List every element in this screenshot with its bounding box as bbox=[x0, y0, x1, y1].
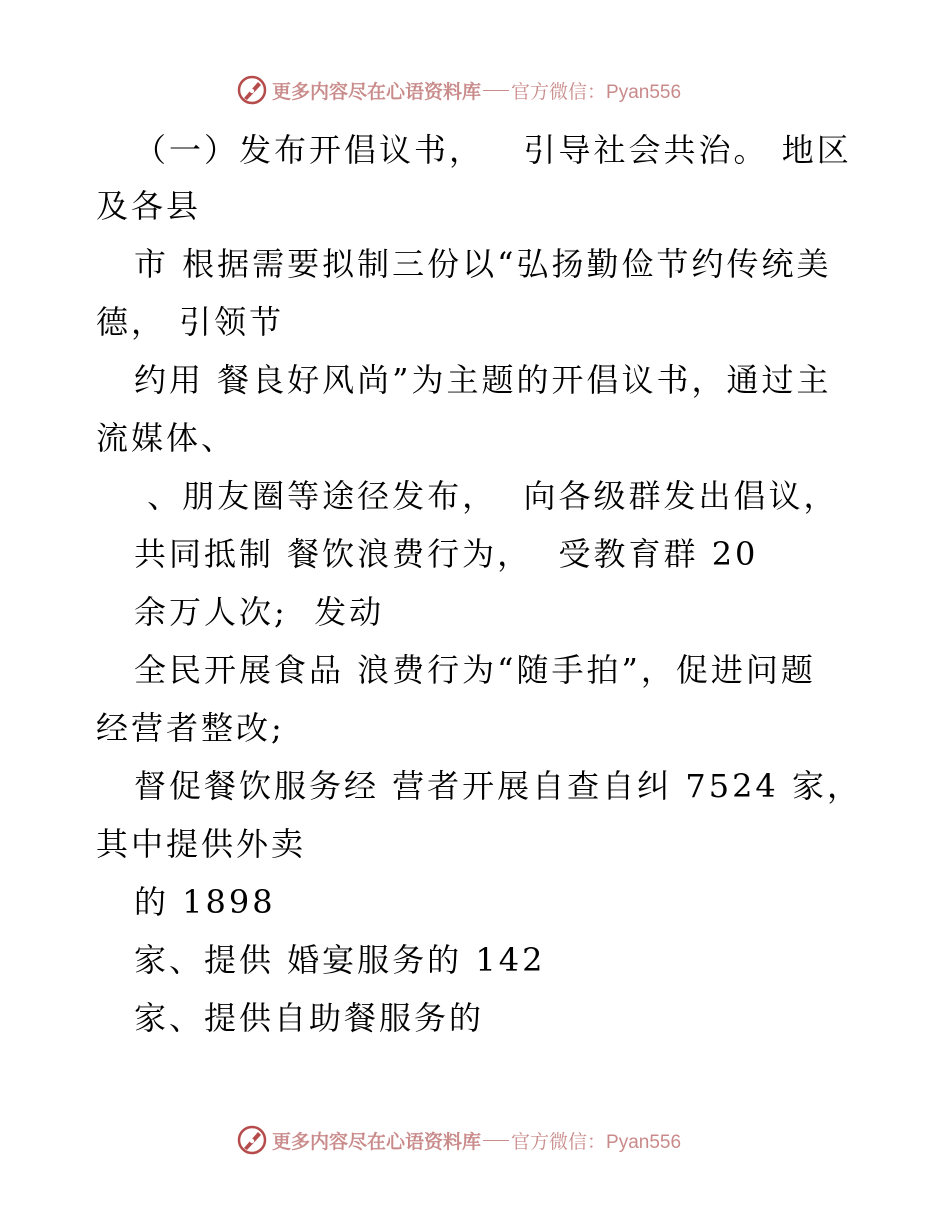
watermark-dash bbox=[483, 1140, 509, 1141]
text-line: 流媒体、 bbox=[96, 419, 237, 457]
text-line: 约用 餐良好风尚”为主题的开倡议书，通过主 bbox=[134, 361, 832, 399]
text-line: 、朋友圈等途径发布， 向各级群发出倡议， bbox=[134, 477, 839, 515]
text-line: 德， 引领节 bbox=[96, 303, 285, 341]
text-line: 余万人次; 发动 bbox=[134, 593, 385, 631]
text-line: （一）发布开倡议书， 引导社会共治。 地区 bbox=[134, 131, 852, 169]
text-line: 督促餐饮服务经 营者开展自查自纠 7524 家， bbox=[134, 767, 862, 805]
watermark-text-cn: 更多内容尽在心语资料库 bbox=[272, 80, 482, 103]
text-line: 市 根据需要拟制三份以“弘扬勤俭节约传统美 bbox=[134, 245, 832, 283]
watermark-text-cn: 更多内容尽在心语资料库 bbox=[272, 1130, 482, 1153]
text-line: 家、提供自助餐服务的 bbox=[134, 999, 485, 1037]
header-watermark bbox=[236, 72, 681, 108]
quill-pen-logo-icon bbox=[236, 74, 268, 106]
footer-watermark bbox=[236, 1122, 681, 1158]
text-line: 共同抵制 餐饮浪费行为， 受教育群 20 bbox=[134, 535, 759, 573]
text-line: 经营者整改; bbox=[96, 709, 285, 747]
watermark-dash bbox=[483, 90, 509, 91]
quill-pen-logo-icon bbox=[236, 1124, 268, 1156]
watermark-text-tail: 官方微信：Pyan556 bbox=[511, 1131, 682, 1153]
watermark-text-tail: 官方微信：Pyan556 bbox=[511, 81, 682, 103]
text-line: 及各县 bbox=[96, 187, 202, 225]
text-line: 家、提供 婚宴服务的 142 bbox=[134, 941, 546, 979]
text-line: 的 1898 bbox=[134, 883, 276, 921]
text-line: 其中提供外卖 bbox=[96, 825, 307, 863]
text-line: 全民开展食品 浪费行为“随手拍”，促进问题 bbox=[134, 651, 816, 689]
